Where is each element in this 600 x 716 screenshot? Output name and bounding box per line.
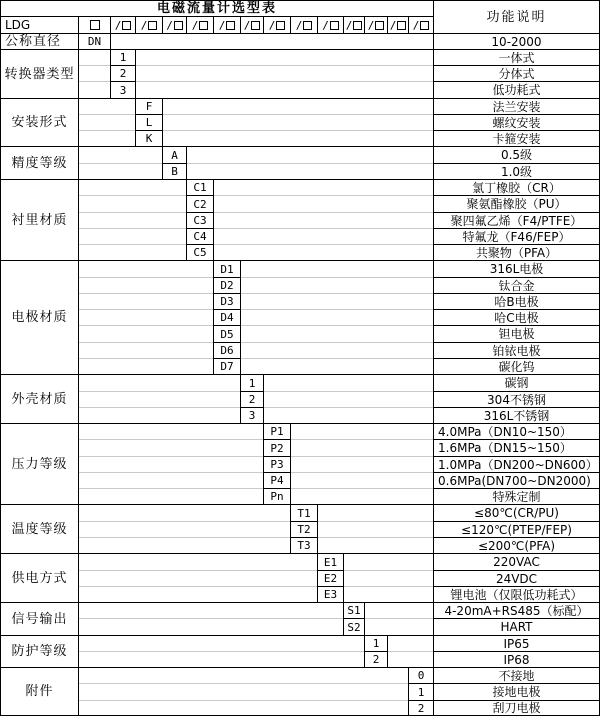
model-slot-cell: [343, 16, 365, 34]
code-cell-installation-type-L: L: [135, 114, 163, 131]
section-label-temperature-rating: 温度等级: [0, 504, 79, 554]
code-cell-electrode-material-D4: D4: [213, 309, 241, 326]
section-label-accessories: 附件: [0, 667, 79, 716]
desc-cell-temperature-rating-2: ≤200℃(PFA): [433, 537, 600, 554]
desc-cell-power-supply-1: 24VDC: [433, 570, 600, 587]
desc-cell-pressure-rating-3: 0.6MPa(DN700~DN2000): [433, 472, 600, 489]
slash-separator: /: [114, 18, 122, 32]
section-divider: [78, 179, 433, 180]
desc-cell-accuracy-grade-0: 0.5级: [433, 146, 600, 164]
code-box-icon: [251, 21, 260, 30]
slash-separator: /: [218, 18, 226, 32]
code-cell-temperature-rating-T3: T3: [290, 537, 318, 554]
code-cell-accessories-2: 2: [408, 700, 434, 716]
code-cell-accessories-1: 1: [408, 683, 434, 701]
desc-cell-temperature-rating-1: ≤120℃(PTEP/FEP): [433, 521, 600, 538]
slash-separator: /: [389, 18, 397, 32]
desc-cell-power-supply-0: 220VAC: [433, 553, 600, 571]
code-cell-electrode-material-D2: D2: [213, 277, 241, 294]
desc-cell-lining-material-1: 聚氨酯橡胶（PU）: [433, 195, 600, 213]
model-slot-cell: [213, 16, 241, 34]
desc-cell-power-supply-2: 锂电池（仅限低功耗式）: [433, 586, 600, 603]
grid-line: [78, 130, 433, 131]
grid-line: [78, 456, 433, 457]
code-cell-lining-material-C3: C3: [186, 212, 214, 229]
code-cell-pressure-rating-P1: P1: [263, 423, 291, 440]
code-cell-electrode-material-D5: D5: [213, 325, 241, 343]
code-box-icon: [122, 21, 131, 30]
model-slot-cell: [186, 16, 214, 34]
desc-cell-protection-rating-0: IP65: [433, 635, 600, 652]
slash-separator: /: [367, 18, 375, 32]
grid-line: [78, 163, 433, 164]
code-cell-lining-material-C4: C4: [186, 228, 214, 245]
code-cell-converter-type-2: 2: [110, 65, 136, 82]
code-cell-lining-material-C1: C1: [186, 179, 214, 196]
desc-cell-pressure-rating-4: 特殊定制: [433, 488, 600, 505]
code-box-icon: [375, 21, 384, 30]
code-cell-electrode-material-D6: D6: [213, 342, 241, 359]
slash-separator: /: [268, 18, 276, 32]
model-prefix-cell: LDG: [0, 16, 79, 34]
desc-cell-signal-output-0: 4-20mA+RS485（标配）: [433, 602, 600, 619]
code-cell-lining-material-C5: C5: [186, 244, 214, 261]
desc-cell-electrode-material-4: 钽电极: [433, 325, 600, 343]
slash-separator: /: [345, 18, 353, 32]
section-label-lining-material: 衬里材质: [0, 179, 79, 261]
grid-line: [78, 358, 433, 359]
section-label-accuracy-grade: 精度等级: [0, 146, 79, 180]
model-slot-cell: [317, 16, 344, 34]
dn-filler-cell: [110, 33, 434, 50]
model-slot-cell: [162, 16, 187, 34]
grid-line: [78, 309, 433, 310]
model-first-box-cell: [78, 16, 111, 34]
grid-line: [78, 342, 433, 343]
code-cell-installation-type-K: K: [135, 130, 163, 147]
code-cell-power-supply-E2: E2: [317, 570, 344, 587]
model-slot-cell: [240, 16, 264, 34]
section-label-pressure-rating: 压力等级: [0, 423, 79, 505]
code-cell-housing-material-2: 2: [240, 391, 264, 408]
code-cell-lining-material-C2: C2: [186, 195, 214, 213]
slash-separator: /: [140, 18, 148, 32]
desc-cell-signal-output-1: HART: [433, 618, 600, 636]
code-cell-electrode-material-D1: D1: [213, 260, 241, 278]
grid-line: [78, 114, 433, 115]
desc-cell-converter-type-2: 低功耗式: [433, 81, 600, 99]
code-cell-protection-rating-1: 1: [364, 635, 388, 652]
desc-cell-lining-material-2: 聚四氟乙烯（F4/PTFE）: [433, 212, 600, 229]
model-slot-cell: [387, 16, 409, 34]
code-cell-installation-type-F: F: [135, 98, 163, 115]
desc-cell-accessories-0: 不接地: [433, 667, 600, 684]
desc-cell-accessories-1: 接地电极: [433, 683, 600, 701]
desc-cell-installation-type-1: 螺纹安装: [433, 114, 600, 131]
slash-separator: /: [243, 18, 251, 32]
slash-separator: /: [191, 18, 199, 32]
code-box-icon: [420, 21, 429, 30]
model-slot-cell: [364, 16, 388, 34]
code-box-icon: [276, 21, 285, 30]
code-cell-accessories-0: 0: [408, 667, 434, 684]
code-cell-electrode-material-D3: D3: [213, 293, 241, 310]
desc-cell-electrode-material-3: 哈C电极: [433, 309, 600, 326]
desc-cell-converter-type-1: 分体式: [433, 65, 600, 82]
grid-line: [78, 472, 433, 473]
desc-cell-electrode-material-5: 铂铱电极: [433, 342, 600, 359]
grid-line: [78, 325, 433, 326]
dn-desc-cell: 10-2000: [433, 33, 600, 50]
code-box-icon: [174, 21, 183, 30]
code-box-icon: [397, 21, 406, 30]
slash-separator: /: [322, 18, 329, 32]
desc-cell-installation-type-0: 法兰安装: [433, 98, 600, 115]
code-cell-accuracy-grade-B: B: [162, 163, 187, 180]
code-cell-pressure-rating-Pn: Pn: [263, 488, 291, 505]
grid-line: [78, 228, 433, 229]
grid-line: [78, 570, 433, 571]
grid-line: [78, 537, 433, 538]
code-box-icon: [199, 21, 208, 30]
section-label-housing-material: 外壳材质: [0, 374, 79, 424]
code-cell-pressure-rating-P4: P4: [263, 472, 291, 489]
desc-cell-housing-material-2: 316L不锈钢: [433, 407, 600, 424]
code-cell-converter-type-3: 3: [110, 81, 136, 99]
dn-label-cell: 公称直径: [0, 33, 79, 50]
code-cell-signal-output-S2: S2: [343, 618, 365, 636]
code-box-icon: [353, 21, 362, 30]
code-cell-housing-material-1: 1: [240, 374, 264, 392]
code-cell-housing-material-3: 3: [240, 407, 264, 424]
code-cell-power-supply-E1: E1: [317, 553, 344, 571]
code-cell-converter-type-1: 1: [110, 49, 136, 66]
desc-cell-converter-type-0: 一体式: [433, 49, 600, 66]
grid-line: [78, 618, 433, 619]
grid-line: [78, 293, 433, 294]
section-divider: [78, 260, 433, 261]
grid-line: [78, 244, 433, 245]
desc-cell-pressure-rating-0: 4.0MPa（DN10~150）: [433, 423, 600, 440]
section-label-power-supply: 供电方式: [0, 553, 79, 603]
grid-line: [78, 195, 433, 196]
grid-line: [78, 439, 433, 440]
grid-line: [78, 277, 433, 278]
code-box-icon: [90, 20, 100, 30]
dn-code-cell: DN: [78, 33, 111, 50]
code-cell-temperature-rating-T2: T2: [290, 521, 318, 538]
grid-line: [78, 488, 433, 489]
desc-cell-lining-material-0: 氯丁橡胶（CR）: [433, 179, 600, 196]
desc-cell-temperature-rating-0: ≤80℃(CR/PU): [433, 504, 600, 522]
table-title: 电磁流量计选型表: [0, 0, 434, 17]
code-cell-accuracy-grade-A: A: [162, 146, 187, 164]
code-cell-electrode-material-D7: D7: [213, 358, 241, 375]
slash-separator: /: [166, 18, 173, 32]
desc-cell-electrode-material-1: 钛合金: [433, 277, 600, 294]
grid-line: [78, 683, 433, 684]
model-slot-cell: [110, 16, 136, 34]
desc-cell-installation-type-2: 卡箍安装: [433, 130, 600, 147]
code-cell-pressure-rating-P2: P2: [263, 439, 291, 457]
code-box-icon: [330, 21, 339, 30]
code-box-icon: [303, 21, 312, 30]
code-box-icon: [148, 21, 157, 30]
slash-separator: /: [412, 18, 420, 32]
code-box-icon: [226, 21, 235, 30]
section-divider: [78, 602, 433, 603]
desc-cell-electrode-material-2: 哈B电极: [433, 293, 600, 310]
function-description-header: 功能说明: [433, 0, 600, 34]
desc-cell-lining-material-3: 特氟龙（F46/FEP）: [433, 228, 600, 245]
section-divider: [78, 146, 433, 147]
model-slot-cell: [408, 16, 434, 34]
section-label-signal-output: 信号输出: [0, 602, 79, 636]
desc-cell-accuracy-grade-1: 1.0级: [433, 163, 600, 180]
section-label-converter-type: 转换器类型: [0, 49, 79, 99]
grid-line: [78, 700, 433, 701]
code-cell-power-supply-E3: E3: [317, 586, 344, 603]
grid-line: [78, 212, 433, 213]
desc-cell-accessories-2: 刮刀电极: [433, 700, 600, 716]
code-cell-protection-rating-2: 2: [364, 651, 388, 668]
model-slot-cell: [135, 16, 163, 34]
grid-line: [78, 586, 433, 587]
desc-cell-housing-material-0: 碳钢: [433, 374, 600, 392]
model-slot-cell: [290, 16, 318, 34]
desc-cell-electrode-material-0: 316L电极: [433, 260, 600, 278]
grid-line: [78, 521, 433, 522]
desc-cell-protection-rating-1: IP68: [433, 651, 600, 668]
code-cell-temperature-rating-T1: T1: [290, 504, 318, 522]
desc-cell-electrode-material-6: 碳化钨: [433, 358, 600, 375]
model-slot-cell: [263, 16, 291, 34]
code-cell-pressure-rating-P3: P3: [263, 456, 291, 473]
desc-cell-housing-material-1: 304不锈钢: [433, 391, 600, 408]
code-cell-signal-output-S1: S1: [343, 602, 365, 619]
desc-cell-pressure-rating-1: 1.6MPa（DN15~150）: [433, 439, 600, 457]
slash-separator: /: [295, 18, 303, 32]
section-divider: [78, 504, 433, 505]
section-label-electrode-material: 电极材质: [0, 260, 79, 375]
section-divider: [78, 553, 433, 554]
section-label-protection-rating: 防护等级: [0, 635, 79, 668]
desc-cell-pressure-rating-2: 1.0MPa（DN200~DN600）: [433, 456, 600, 473]
desc-cell-lining-material-4: 共聚物（PFA）: [433, 244, 600, 261]
section-label-installation-type: 安装形式: [0, 98, 79, 147]
